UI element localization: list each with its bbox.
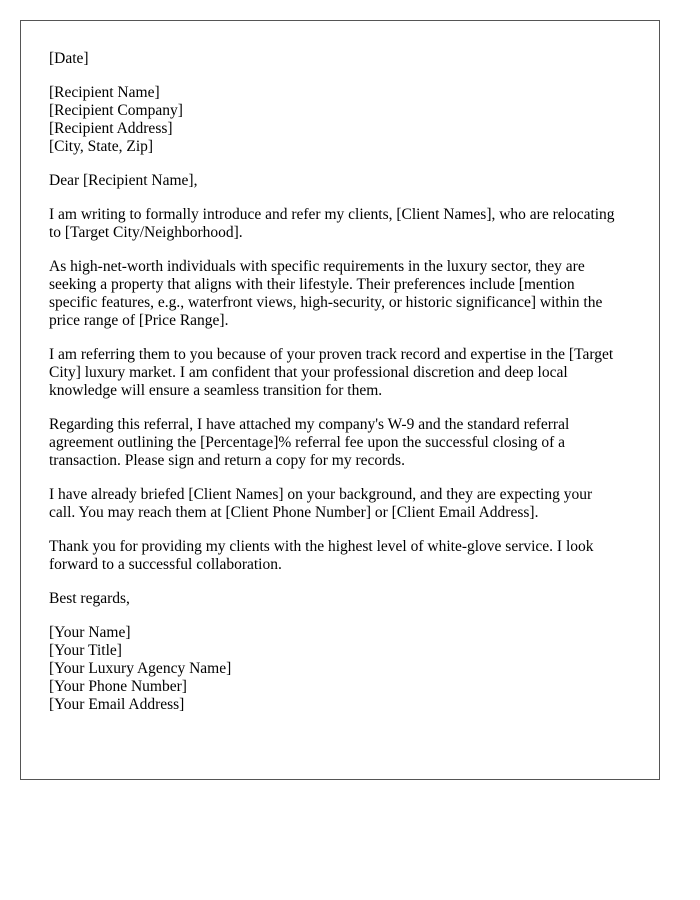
paragraph-line: specific features, e.g., waterfront views, high-security, or historic significance] within the bbox=[49, 294, 603, 311]
paragraph-line: price range of [Price Range]. bbox=[49, 312, 229, 329]
signature-title: [Your Title] bbox=[49, 642, 122, 659]
signature-name: [Your Name] bbox=[49, 624, 131, 641]
closing bbox=[49, 590, 631, 608]
recipient-company: [Recipient Company] bbox=[49, 102, 183, 119]
signature-email: [Your Email Address] bbox=[49, 696, 185, 713]
paragraph-line: agreement outlining the [Percentage]% referral fee upon the successful closing of a bbox=[49, 434, 566, 451]
signature-phone: [Your Phone Number] bbox=[49, 678, 187, 695]
paragraph-line: As high-net-worth individuals with specific requirements in the luxury sector, they are bbox=[49, 258, 585, 275]
paragraph-line: I am writing to formally introduce and refer my clients, [Client Names], who are relocating bbox=[49, 206, 615, 223]
date-text: [Date] bbox=[49, 50, 89, 67]
recipient-address: [Recipient Address] bbox=[49, 120, 173, 137]
paragraph-line: I have already briefed [Client Names] on your background, and they are expecting your bbox=[49, 486, 593, 503]
paragraph-line: Regarding this referral, I have attached my company's W-9 and the standard referral bbox=[49, 416, 570, 433]
salutation bbox=[49, 172, 631, 190]
paragraph-line: forward to a successful collaboration. bbox=[49, 556, 282, 573]
paragraph-thanks bbox=[49, 538, 631, 574]
closing-text: Best regards, bbox=[49, 590, 130, 607]
signature-block bbox=[49, 624, 631, 714]
paragraph-referral-fee bbox=[49, 416, 631, 470]
letter-page bbox=[20, 20, 660, 780]
recipient-city-state-zip: [City, State, Zip] bbox=[49, 138, 154, 155]
paragraph-requirements bbox=[49, 258, 631, 330]
paragraph-line: transaction. Please sign and return a copy for my records. bbox=[49, 452, 405, 469]
paragraph-line: Thank you for providing my clients with the highest level of white-glove service. I look bbox=[49, 538, 594, 555]
paragraph-line: knowledge will ensure a seamless transition for them. bbox=[49, 382, 383, 399]
recipient-name: [Recipient Name] bbox=[49, 84, 160, 101]
date-line bbox=[49, 50, 631, 68]
paragraph-reason bbox=[49, 346, 631, 400]
signature-agency: [Your Luxury Agency Name] bbox=[49, 660, 232, 677]
salutation-text: Dear [Recipient Name], bbox=[49, 172, 198, 189]
paragraph-line: to [Target City/Neighborhood]. bbox=[49, 224, 243, 241]
paragraph-contact bbox=[49, 486, 631, 522]
paragraph-line: City] luxury market. I am confident that your professional discretion and deep local bbox=[49, 364, 568, 381]
recipient-address-block bbox=[49, 84, 631, 156]
paragraph-line: seeking a property that aligns with their lifestyle. Their preferences include [mention bbox=[49, 276, 575, 293]
paragraph-introduction bbox=[49, 206, 631, 242]
paragraph-line: call. You may reach them at [Client Phone Number] or [Client Email Address]. bbox=[49, 504, 539, 521]
paragraph-line: I am referring them to you because of your proven track record and expertise in the [Target bbox=[49, 346, 614, 363]
